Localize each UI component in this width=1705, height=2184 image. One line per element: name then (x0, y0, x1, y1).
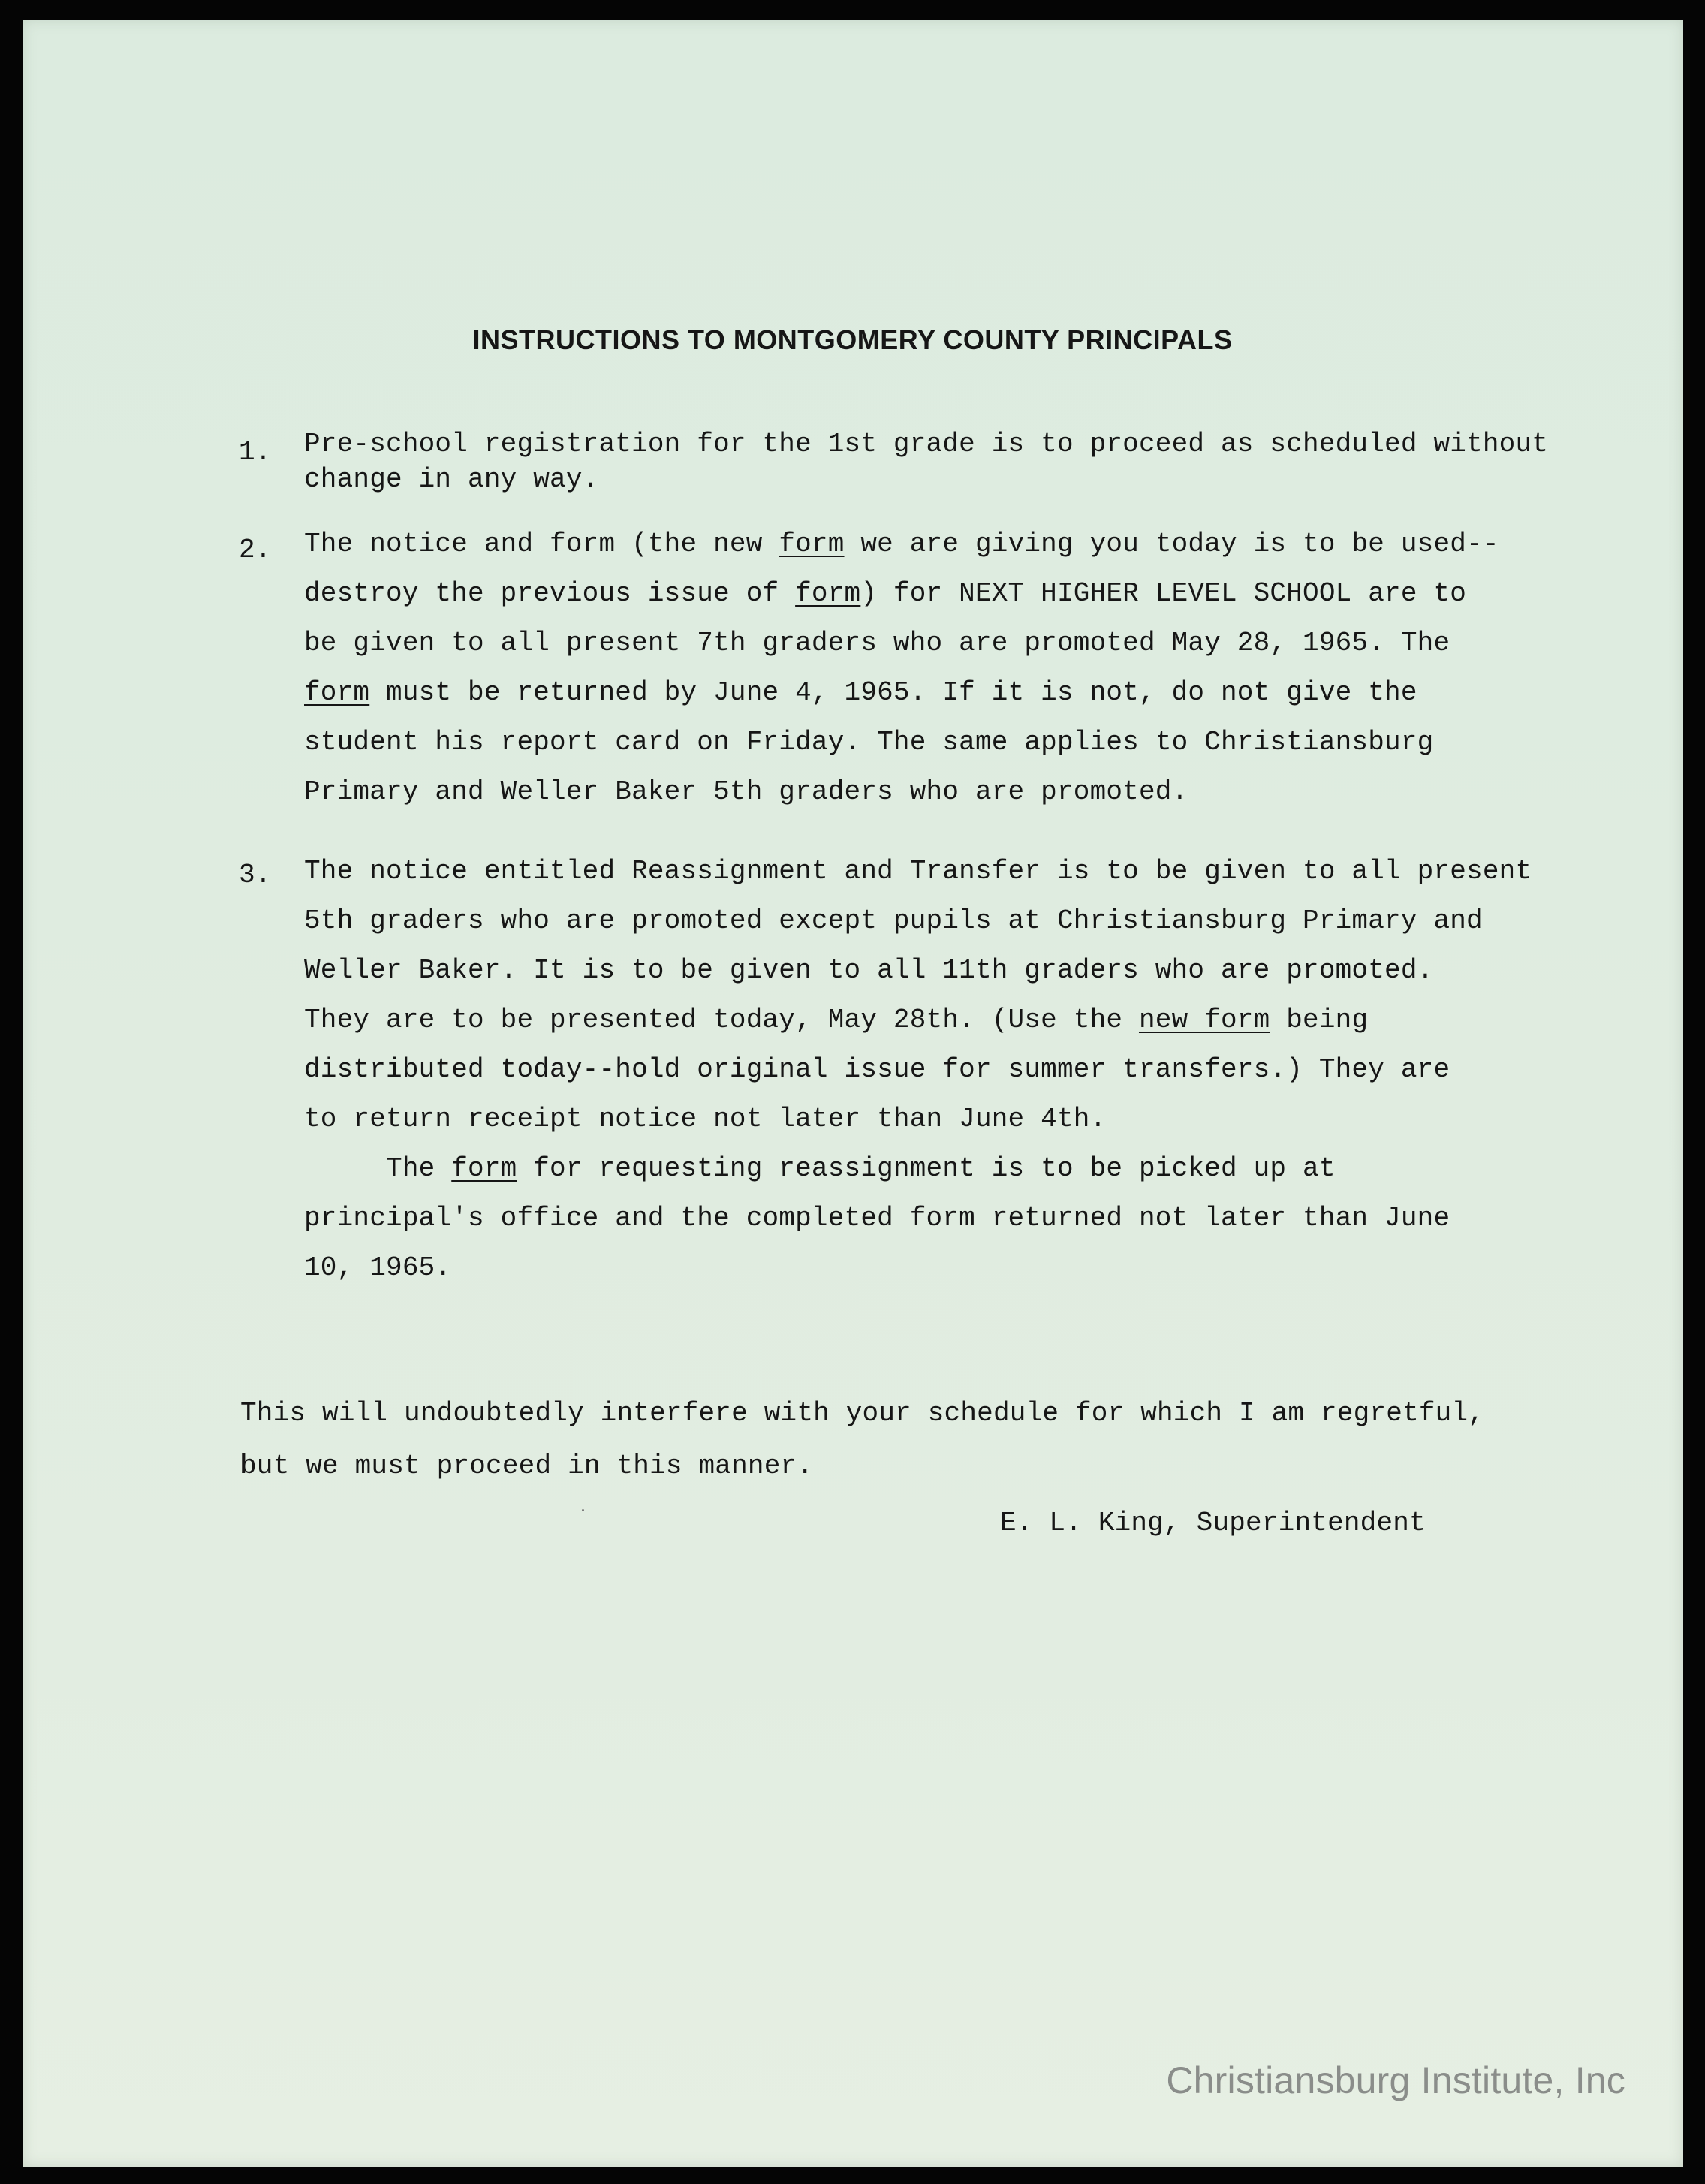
item-3-line-4 (304, 996, 1532, 1045)
item-1-line-1: Pre-school registration for the 1st grade is to proceed as scheduled without (304, 429, 1549, 459)
item-2-line-3: be given to all present 7th graders who are promoted May 28, 1965. The (304, 628, 1450, 658)
item-2-line-2-b: ) for NEXT HIGHER LEVEL SCHOOL are to (860, 578, 1467, 609)
underlined-form: form (779, 529, 845, 559)
item-1-text (304, 426, 1548, 497)
item-3-line-7-b: for requesting reassignment is to be picked up at (517, 1153, 1336, 1184)
paper-speck (582, 1509, 584, 1511)
item-1-number: 1. (239, 437, 272, 468)
item-2-line-2 (304, 569, 1499, 619)
item-3-text (304, 847, 1532, 1293)
item-3-line-1: The notice entitled Reassignment and Transfer is to be given to all present (304, 856, 1532, 887)
item-3-line-8: principal's office and the completed form returned not later than June (304, 1203, 1450, 1234)
item-2-line-1 (304, 520, 1499, 569)
item-2-line-5: student his report card on Friday. The same applies to Christiansburg (304, 727, 1434, 758)
item-3-line-7 (304, 1144, 1532, 1194)
item-3-line-6: to return receipt notice not later than June 4th. (304, 1104, 1107, 1134)
underlined-new-form: new form (1138, 1005, 1270, 1035)
document-title: INSTRUCTIONS TO MONTGOMERY COUNTY PRINCIPALS (472, 324, 1233, 355)
item-3-number: 3. (239, 860, 272, 890)
item-3-line-4-b: being (1270, 1005, 1369, 1035)
underlined-form: form (795, 578, 861, 609)
item-3-line-3: Weller Baker. It is to be given to all 11th graders who are promoted. (304, 955, 1434, 986)
item-2-line-6: Primary and Weller Baker 5th graders who are promoted. (304, 776, 1188, 807)
watermark: Christiansburg Institute, Inc (1166, 2059, 1625, 2101)
closing-line-1: This will undoubtedly interfere with your schedule for which I am regretful, (240, 1398, 1485, 1429)
item-2-line-2-a: destroy the previous issue of (304, 578, 796, 609)
item-3-line-4-a: They are to be presented today, May 28th. (Use the (304, 1005, 1139, 1035)
item-3-line-9: 10, 1965. (304, 1252, 452, 1283)
underlined-form: form (304, 677, 370, 708)
item-1-line-2: change in any way. (304, 464, 599, 495)
underlined-form: form (451, 1153, 517, 1184)
item-2-text (304, 520, 1499, 817)
item-3-line-7-a: The (304, 1153, 452, 1184)
item-2-number: 2. (239, 535, 272, 565)
item-3-line-5: distributed today--hold original issue for summer transfers.) They are (304, 1054, 1450, 1085)
closing-paragraph (240, 1387, 1484, 1493)
item-2-line-1-a: The notice and form (the new (304, 529, 779, 559)
item-2-line-4 (304, 668, 1499, 718)
closing-line-2: but we must proceed in this manner. (240, 1450, 814, 1481)
item-2-line-4-b: must be returned by June 4, 1965. If it is not, do not give the (369, 677, 1417, 708)
signature: E. L. King, Superintendent (1000, 1508, 1426, 1538)
item-3-line-2: 5th graders who are promoted except pupils at Christiansburg Primary and (304, 905, 1483, 936)
item-2-line-1-b: we are giving you today is to be used-- (844, 529, 1499, 559)
